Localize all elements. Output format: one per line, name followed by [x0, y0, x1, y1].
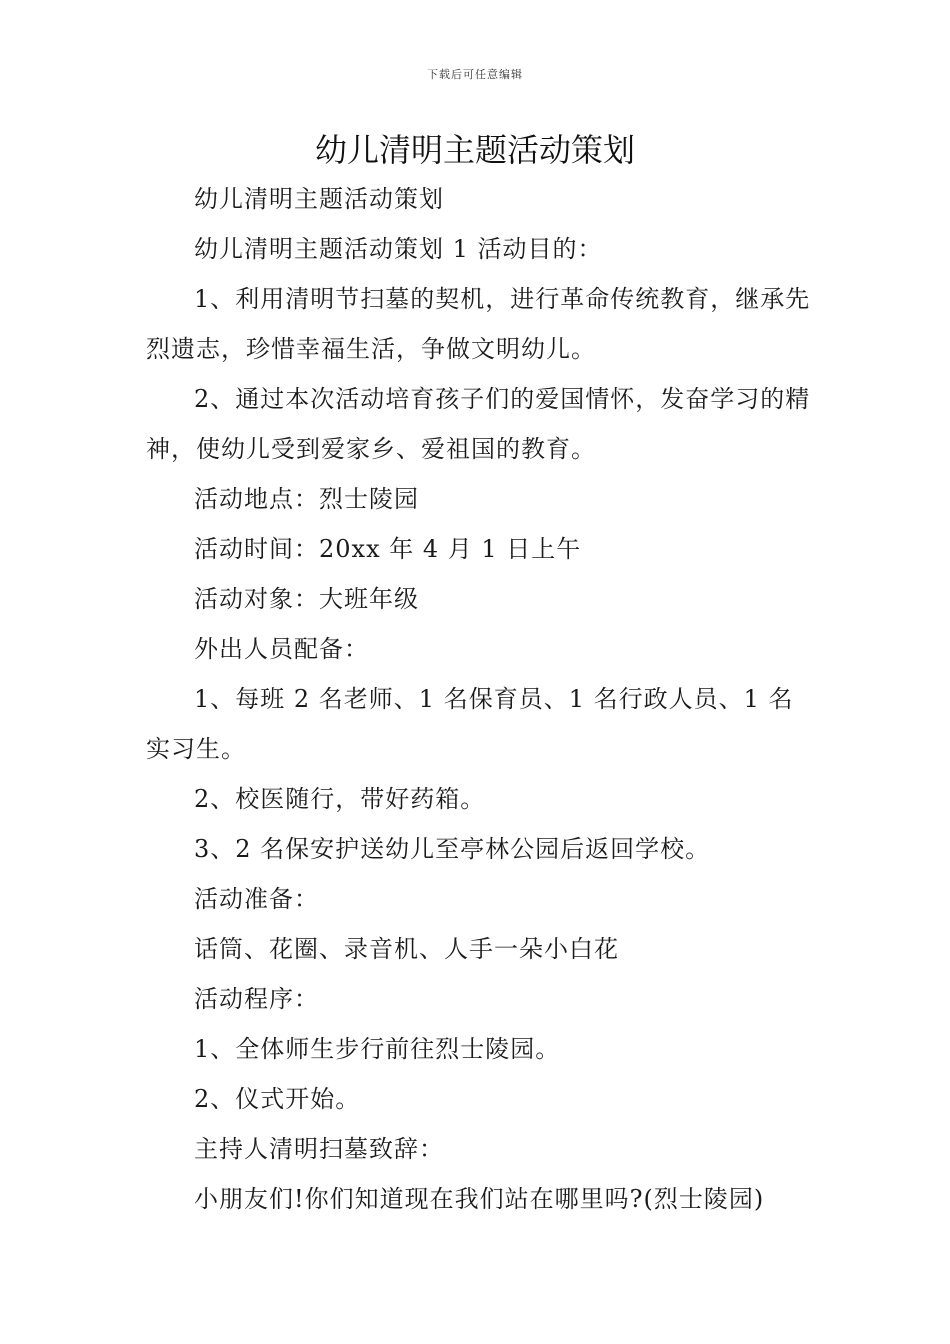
- paragraph: 活动对象：大班年级: [194, 585, 419, 613]
- paragraph: 外出人员配备：: [194, 635, 369, 663]
- paragraph: 小朋友们!你们知道现在我们站在哪里吗?(烈士陵园): [194, 1185, 765, 1213]
- paragraph: 2、通过本次活动培育孩子们的爱国情怀，发奋学习的精神，使幼儿受到爱家乡、爱祖国的教育。: [146, 385, 811, 463]
- paragraph: 1、每班 2 名老师、1 名保育员、1 名行政人员、1 名实习生。: [146, 685, 794, 763]
- document-body: [146, 174, 814, 1224]
- document-title: 幼儿清明主题活动策划: [314, 131, 635, 169]
- paragraph: 幼儿清明主题活动策划: [194, 185, 444, 213]
- paragraph: 1、利用清明节扫墓的契机，进行革命传统教育，继承先烈遗志，珍惜幸福生活，争做文明幼儿。: [146, 285, 811, 363]
- page-header-note: 下载后可任意编辑: [427, 68, 523, 81]
- paragraph: 活动程序：: [194, 985, 319, 1013]
- paragraph: 主持人清明扫墓致辞：: [194, 1135, 444, 1163]
- paragraph: 1、全体师生步行前往烈士陵园。: [194, 1035, 561, 1063]
- paragraph: 活动地点：烈士陵园: [194, 485, 419, 513]
- paragraph: 话筒、花圈、录音机、人手一朵小白花: [194, 935, 619, 963]
- paragraph: 2、仪式开始。: [194, 1085, 361, 1113]
- paragraph: 3、2 名保安护送幼儿至亭林公园后返回学校。: [194, 835, 711, 863]
- paragraph: 活动准备：: [194, 885, 319, 913]
- paragraph: 幼儿清明主题活动策划 1 活动目的：: [194, 235, 603, 263]
- paragraph: 活动时间：20xx 年 4 月 1 日上午: [194, 535, 582, 563]
- paragraph: 2、校医随行，带好药箱。: [194, 785, 486, 813]
